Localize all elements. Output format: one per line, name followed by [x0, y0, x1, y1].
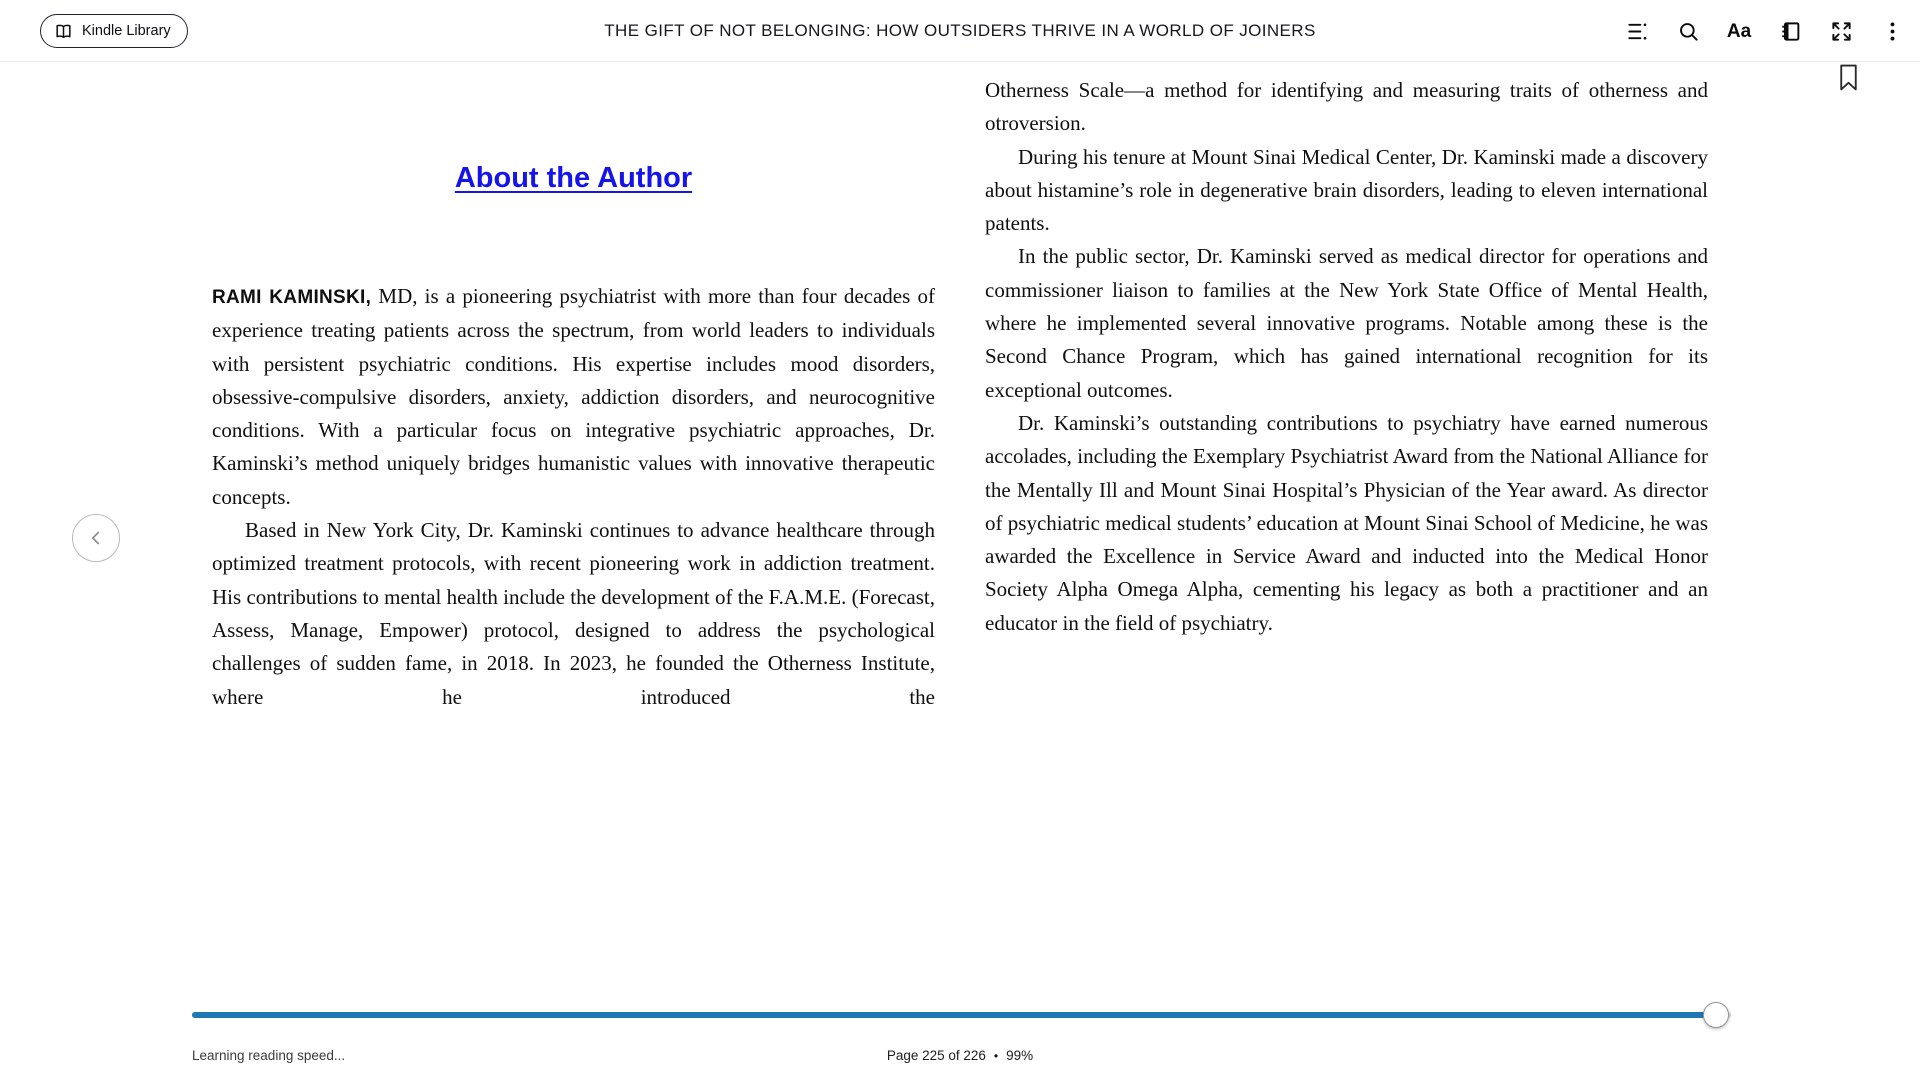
- open-book-icon: [54, 22, 73, 41]
- table-of-contents-icon[interactable]: [1625, 19, 1649, 43]
- book-title: THE GIFT OF NOT BELONGING: HOW OUTSIDERS THRIVE IN A WORLD OF JOINERS: [604, 21, 1316, 40]
- progress-fill: [192, 1012, 1716, 1018]
- fullscreen-icon[interactable]: [1829, 19, 1853, 43]
- paragraph: [212, 280, 935, 514]
- left-text-column: [212, 62, 935, 714]
- right-text-column: [985, 62, 1708, 640]
- bookmark-icon[interactable]: [1838, 64, 1860, 92]
- previous-page-button[interactable]: [72, 514, 120, 562]
- paragraph: During his tenure at Mount Sinai Medical Center, Dr. Kaminski made a discovery about histamine’s role in degenerative brain disorders, leading to eleven international patents.: [985, 144, 1708, 236]
- font-settings-icon[interactable]: [1727, 19, 1751, 43]
- font-settings-label: Aa: [1726, 20, 1752, 42]
- top-toolbar: [0, 0, 1920, 62]
- search-icon[interactable]: [1676, 19, 1700, 43]
- paragraph: Based in New York City, Dr. Kaminski continues to advance healthcare through optimized treatment protocols, with recent pioneering work in addiction treatment. His contributions to mental health include the development of the F.A.M.E. (Forecast, Assess, Manage, Empower) protocol, designed to address the psychological challenges of sudden fame, in 2018. In 2023, he founded the Otherness Institute, where he introduced the: [212, 518, 935, 709]
- author-name-lead: RAMI KAMINSKI,: [212, 287, 372, 308]
- progress-thumb[interactable]: [1703, 1002, 1729, 1028]
- paragraph-text: MD, is a pioneering psychiatrist with more than four decades of experience treating patients across the spectrum, from world leaders to individuals with persistent psychiatric conditions. His expertise includes mood disorders, obsessive-compulsive disorders, anxiety, addiction disorders, and neurocognitive conditions. With a particular focus on integrative psychiatric approaches, Dr. Kaminski’s method uniquely bridges humanistic values with innovative therapeutic concepts.: [212, 284, 935, 509]
- kindle-library-label: Kindle Library: [82, 23, 171, 39]
- toolbar-icon-group: [1625, 0, 1904, 62]
- more-options-icon[interactable]: [1880, 19, 1904, 43]
- paragraph: Otherness Scale—a method for identifying and measuring traits of otherness and otroversion.: [985, 78, 1708, 136]
- chapter-heading-link[interactable]: About the Author: [454, 162, 693, 194]
- separator-dot: •: [993, 1049, 999, 1063]
- kindle-library-button[interactable]: [40, 14, 188, 48]
- paragraph: Dr. Kaminski’s outstanding contributions to psychiatry have earned numerous accolades, including the Exemplary Psychiatrist Award from the National Alliance for the Mentally Ill and Mount Sinai Hospital’s Physician of the Year award. As director of psychiatric medical students’ education at Mount Sinai School of Medicine, he was awarded the Excellence in Service Award and inducted into the Medical Honor Society Alpha Omega Alpha, cementing his legacy as both a practitioner and an educator in the field of psychiatry.: [985, 410, 1708, 635]
- paragraph: In the public sector, Dr. Kaminski served as medical director for operations and commissioner liaison to families at the New York State Office of Mental Health, where he implemented several innovative programs. Notable among these is the Second Chance Program, which has gained international recognition for its exceptional outcomes.: [985, 244, 1708, 402]
- page-indicator: [0, 1048, 1920, 1063]
- page-number-text: Page 225 of 226: [886, 1048, 986, 1063]
- reading-progress-slider[interactable]: [192, 1012, 1731, 1018]
- chevron-left-icon: [85, 527, 107, 549]
- percent-read: 99%: [1006, 1048, 1034, 1063]
- reading-speed-status: Learning reading speed...: [192, 1048, 346, 1063]
- notebook-icon[interactable]: [1778, 19, 1802, 43]
